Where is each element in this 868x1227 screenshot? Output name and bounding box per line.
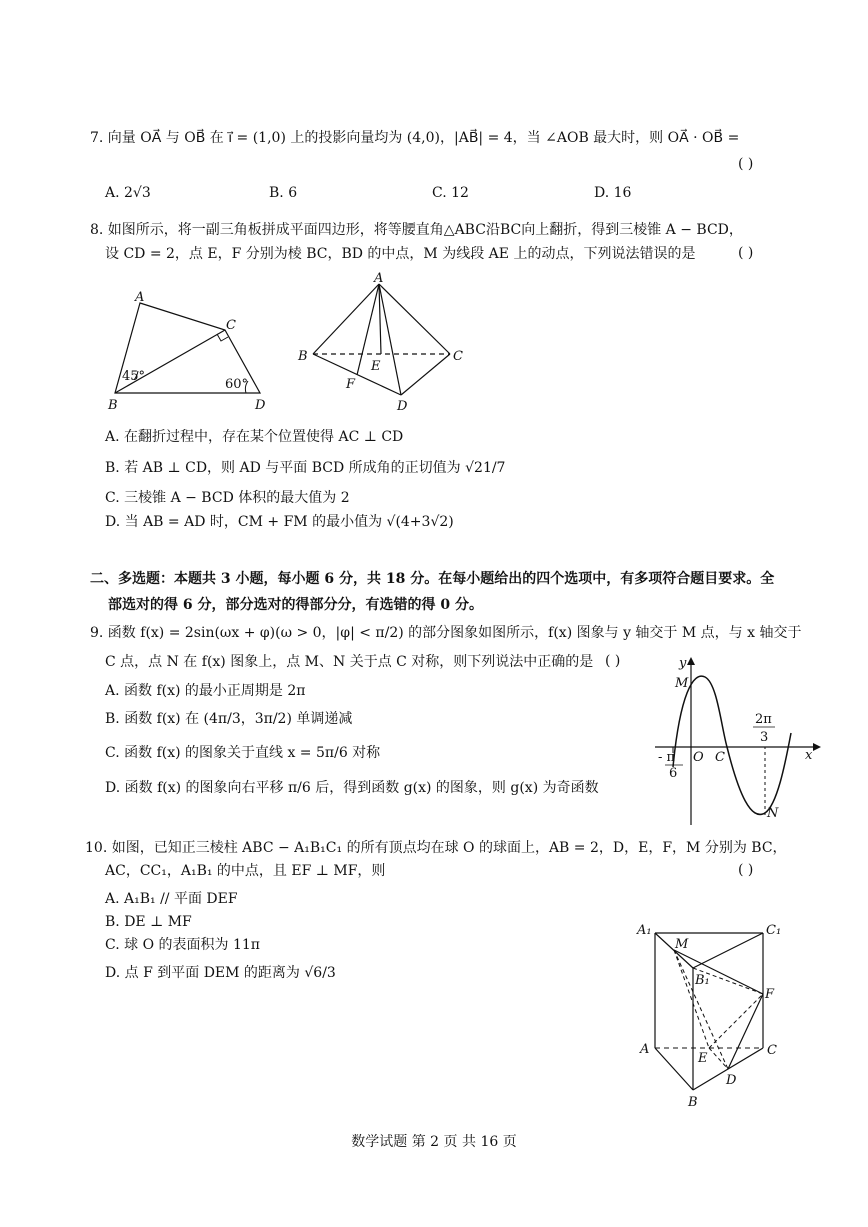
q10-label-c1: C₁	[766, 923, 782, 938]
q9-option-c: C. 函数 f(x) 的图象关于直线 x = 5π/6 对称	[105, 745, 381, 761]
q10-stem-line2: AC，CC₁，A₁B₁ 的中点，且 EF ⊥ MF，则	[105, 863, 386, 879]
q9-label-neg-pi: - π	[658, 750, 676, 765]
fig1-angle-45: 45°	[122, 369, 146, 384]
q9-label-x: x	[805, 748, 813, 763]
q10-label-e: E	[698, 1051, 708, 1066]
q10-answer-paren: ( )	[738, 862, 754, 878]
q9-option-b: B. 函数 f(x) 在 (4π/3，3π/2) 单调递减	[105, 711, 353, 727]
q7-answer-paren: ( )	[738, 156, 754, 172]
q7-stem: 7. 向量 OA⃗ 与 OB⃗ 在 i⃗ = (1,0) 上的投影向量均为 (4,0)，|AB⃗| = 4，当 ∠AOB 最大时，则 OA⃗ · OB⃗ =	[90, 130, 740, 146]
q9-stem-line1: 9. 函数 f(x) = 2sin(ωx + φ)(ω > 0，|φ| < π/2) 的部分图象如图所示，f(x) 图象与 y 轴交于 M 点，与 x 轴交于	[90, 625, 802, 641]
fig1-angle-60: 60°	[225, 377, 249, 392]
fig1-label-b: B	[108, 398, 118, 413]
q7-option-a: A. 2√3	[105, 185, 151, 201]
q9-label-c: C	[715, 750, 725, 765]
fig2-label-e: E	[371, 359, 381, 374]
q9-label-2pi: 2π	[755, 712, 772, 727]
q10-label-f: F	[765, 987, 775, 1002]
q10-option-a: A. A₁B₁ // 平面 DEF	[105, 891, 238, 907]
fig2-label-d: D	[397, 399, 408, 414]
q9-label-three: 3	[760, 730, 769, 745]
fig2-label-f: F	[346, 377, 356, 392]
q10-stem-line1: 10. 如图，已知正三棱柱 ABC − A₁B₁C₁ 的所有顶点均在球 O 的球面上，AB = 2，D，E，F，M 分别为 BC，	[85, 840, 787, 856]
page-footer: 数学试题 第 2 页 共 16 页	[351, 1134, 517, 1150]
q9-sine-graph	[655, 655, 825, 825]
fig2-label-c: C	[453, 349, 463, 364]
fig1-label-a: A	[135, 290, 145, 305]
q8-stem-line2: 设 CD = 2，点 E，F 分别为棱 BC，BD 的中点，M 为线段 AE 上的动点，下列说法错误的是	[105, 246, 696, 262]
q10-label-c: C	[767, 1043, 777, 1058]
q7-option-b: B. 6	[269, 185, 298, 201]
q7-option-c: C. 12	[432, 185, 469, 201]
q8-figure-quadrilateral	[100, 285, 270, 415]
q8-option-a: A. 在翻折过程中，存在某个位置使得 AC ⊥ CD	[105, 429, 404, 445]
q10-option-d: D. 点 F 到平面 DEM 的距离为 √6/3	[105, 965, 336, 981]
q8-figure-pyramid	[295, 272, 475, 412]
fig1-label-d: D	[255, 398, 266, 413]
q10-label-d: D	[726, 1073, 737, 1088]
q8-answer-paren: ( )	[738, 245, 754, 261]
q10-label-b: B	[688, 1095, 698, 1110]
q9-stem-line2: C 点，点 N 在 f(x) 图象上，点 M、N 关于点 C 对称，则下列说法中正确的是	[105, 654, 594, 670]
q9-answer-paren: ( )	[605, 653, 621, 669]
q9-label-n: N	[767, 806, 779, 821]
q9-label-m: M	[675, 676, 689, 691]
fig1-label-c: C	[226, 318, 236, 333]
q10-label-a1: A₁	[637, 923, 652, 938]
section2-heading-line2: 部选对的得 6 分，部分选对的得部分分，有选错的得 0 分。	[108, 597, 483, 613]
q10-label-a: A	[640, 1042, 650, 1057]
q9-label-o: O	[693, 750, 704, 765]
q10-option-c: C. 球 O 的表面积为 11π	[105, 937, 260, 953]
q9-label-six: 6	[669, 766, 678, 781]
q9-option-a: A. 函数 f(x) 的最小正周期是 2π	[105, 683, 306, 699]
fig2-label-b: B	[298, 349, 308, 364]
q9-label-y: y	[679, 656, 687, 671]
q8-option-c: C. 三棱锥 A − BCD 体积的最大值为 2	[105, 490, 350, 506]
q7-option-d: D. 16	[594, 185, 632, 201]
q8-option-b: B. 若 AB ⊥ CD，则 AD 与平面 BCD 所成角的正切值为 √21/7	[105, 460, 506, 476]
q10-label-b1: B₁	[695, 973, 710, 988]
section2-heading-line1: 二、多选题：本题共 3 小题，每小题 6 分，共 18 分。在每小题给出的四个选项中，有多项符合题目要求。全	[90, 571, 775, 587]
q10-option-b: B. DE ⊥ MF	[105, 914, 192, 930]
fig2-label-a: A	[374, 271, 384, 286]
q10-label-m: M	[675, 937, 689, 952]
q8-option-d: D. 当 AB = AD 时，CM + FM 的最小值为 √(4+3√2)	[105, 514, 454, 530]
q10-prism-figure	[635, 918, 815, 1108]
q9-option-d: D. 函数 f(x) 的图象向右平移 π/6 后，得到函数 g(x) 的图象，则 g(x) 为奇函数	[105, 780, 599, 796]
q8-stem-line1: 8. 如图所示，将一副三角板拼成平面四边形，将等腰直角△ABC沿BC向上翻折，得到三棱锥 A − BCD，	[90, 222, 743, 238]
